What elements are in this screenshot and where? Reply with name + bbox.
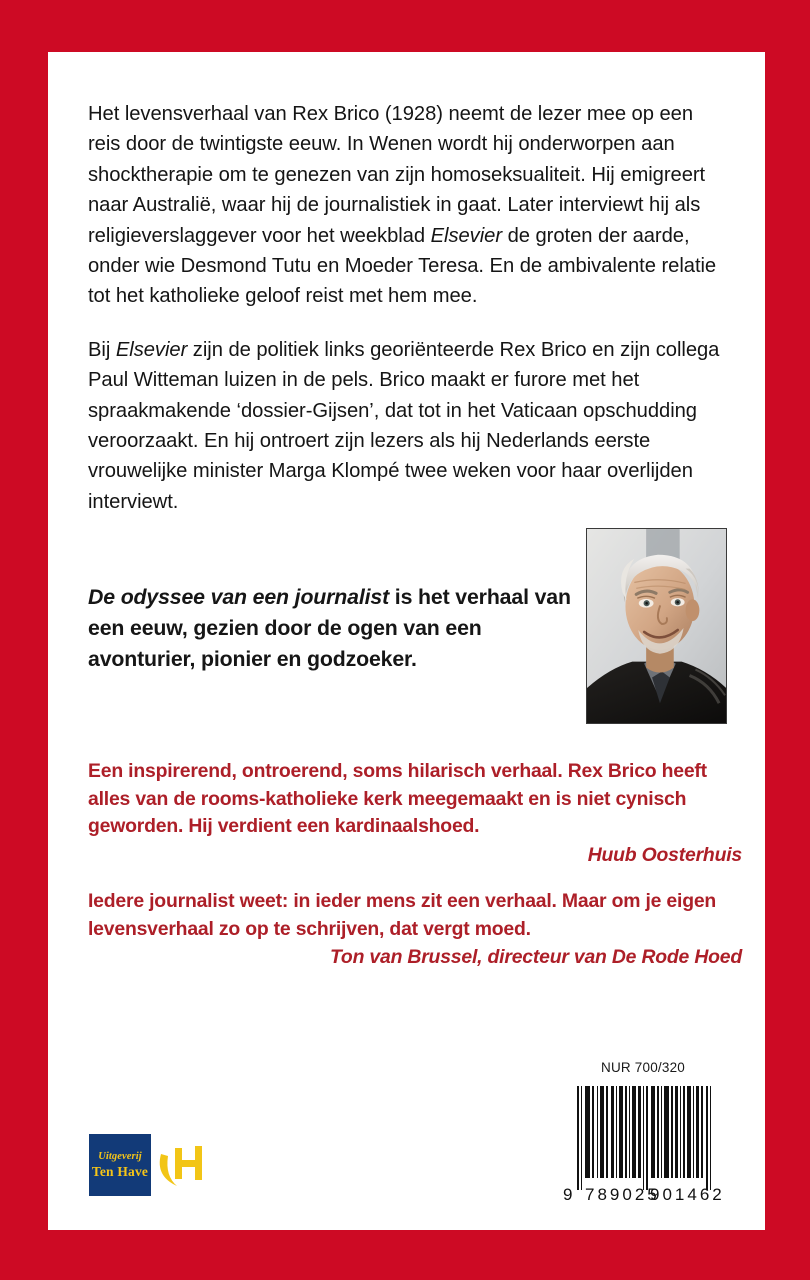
review-2-attribution: Ton van Brussel, directeur van De Rode Hoed bbox=[330, 946, 742, 969]
publisher-line-2: Ten Have bbox=[91, 1164, 149, 1179]
blurb-p1-italic: Elsevier bbox=[430, 224, 503, 247]
white-content-panel bbox=[48, 52, 765, 1230]
blurb-p1-part2: de groten der aarde, onder wie Desmond Tutu en Moeder Teresa. En de ambivalente relatie tot het katholieke geloof reist met hem mee. bbox=[88, 224, 717, 308]
pull-quote bbox=[88, 582, 574, 675]
ten-have-h-icon bbox=[151, 1134, 219, 1196]
review-quote-1 bbox=[88, 758, 742, 869]
barcode-block bbox=[553, 1060, 733, 1204]
blurb-text bbox=[88, 99, 730, 540]
publisher-logo-box bbox=[89, 1134, 151, 1196]
review-2-text: Iedere journalist weet: in ieder mens zit een verhaal. Maar om je eigen levensverhaal zo op te schrijven, dat vergt moed. bbox=[88, 890, 717, 940]
blurb-p2-part1: Bij bbox=[88, 338, 116, 361]
blurb-paragraph-1 bbox=[88, 99, 730, 312]
blurb-p1-part1: Het levensverhaal van Rex Brico (1928) neemt de lezer mee op een reis door de twintigste eeuw. In Wenen wordt hij onderworpen aan shocktherapie om te genezen van zijn homoseksualiteit. Hij emigreert naar Australië, waar hij de journalistiek in gaat. Later interviewt hij als religieverslaggever voor het weekblad bbox=[88, 103, 706, 247]
barcode-group-1: 789025 bbox=[584, 1185, 660, 1204]
pull-quote-rest: is het verhaal van een eeuw, gezien door de ogen van een avonturier, pionier en godzoeker. bbox=[88, 585, 571, 671]
review-1-text: Een inspirerend, ontroerend, soms hilarisch verhaal. Rex Brico heeft alles van de rooms-katholieke kerk meegemaakt en is niet cynisch geworden. Hij verdient een kardinaalshoed. bbox=[88, 760, 707, 838]
pull-quote-title: De odyssee van een journalist bbox=[88, 585, 390, 609]
isbn-barcode bbox=[555, 1080, 732, 1204]
blurb-p2-italic: Elsevier bbox=[115, 338, 188, 361]
author-portrait bbox=[586, 528, 727, 724]
review-1-attribution: Huub Oosterhuis bbox=[587, 843, 742, 866]
publisher-logo bbox=[89, 1128, 239, 1206]
barcode-lead-digit: 9 bbox=[562, 1185, 572, 1204]
review-quote-2 bbox=[88, 888, 742, 972]
publisher-line-1: Uitgeverij bbox=[98, 1150, 142, 1162]
nur-code: NUR 700/320 bbox=[601, 1060, 685, 1075]
blurb-paragraph-2 bbox=[88, 335, 730, 517]
barcode-group-2: 901462 bbox=[649, 1185, 725, 1204]
blurb-p2-part2: zijn de politiek links georiënteerde Rex Brico en zijn collega Paul Witteman luizen in de pels. Brico maakt er furore met het spraakmakende ‘dossier-Gijsen’, dat tot in het Vaticaan opschudding veroorzaakt. En hij ontroert zijn lezers als hij Nederlands eerste vrouwelijke minister Marga Klompé twee weken voor haar overlijden interviewt. bbox=[88, 338, 720, 513]
